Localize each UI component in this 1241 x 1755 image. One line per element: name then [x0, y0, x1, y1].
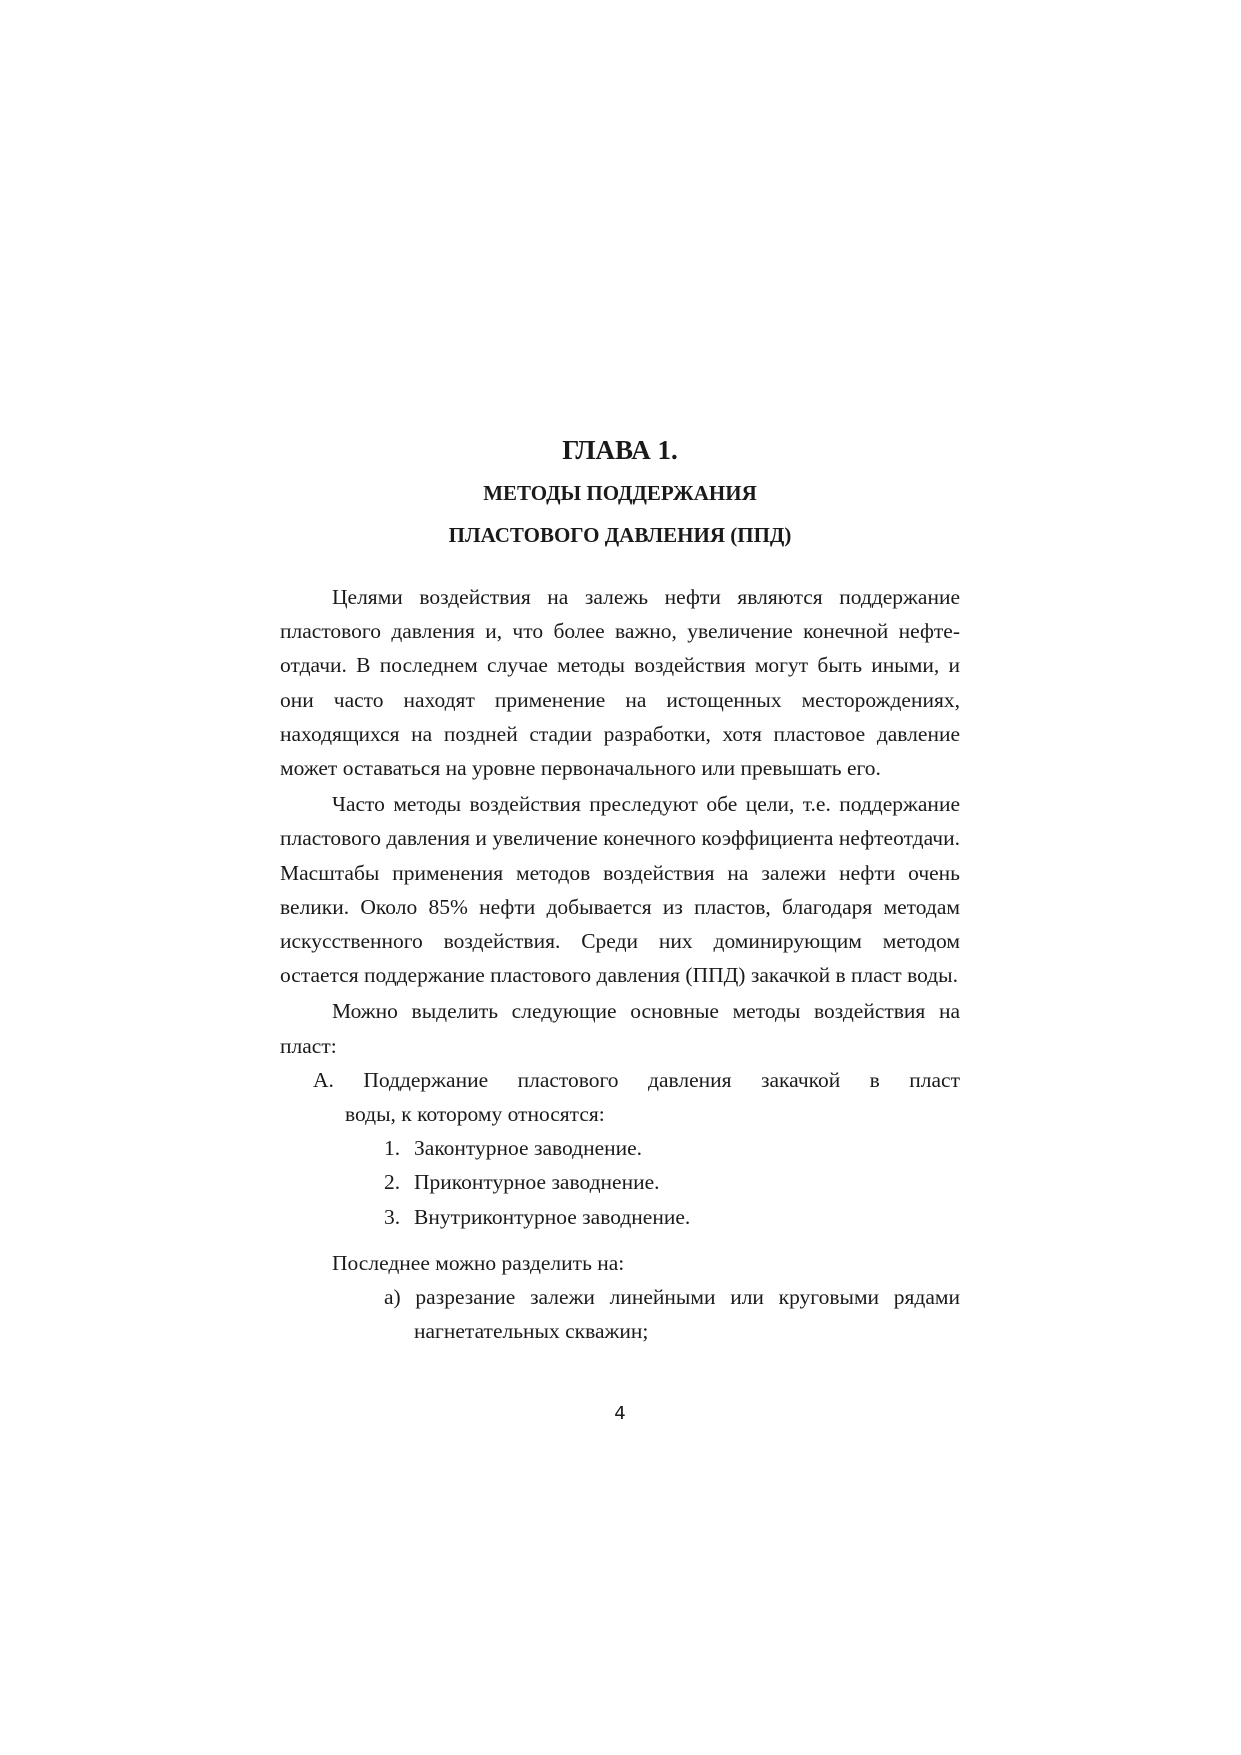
chapter-title-line-1: МЕТОДЫ ПОДДЕРЖАНИЯ — [483, 481, 757, 505]
list-item-a-label: А. — [313, 1067, 334, 1092]
list-item-a — [280, 1063, 960, 1131]
chapter-title-line-2: ПЛАСТОВОГО ДАВЛЕНИЯ (ППД) — [448, 523, 792, 547]
body-text — [280, 580, 960, 1348]
list-item-a-text: Поддержание пластового давления закачкой в пласт — [363, 1067, 960, 1092]
sub-list-item-text: разрезание залежи линейными или круговыми рядами — [415, 1285, 960, 1310]
list-item-number: 3. — [384, 1204, 401, 1229]
chapter-number: ГЛАВА 1. — [562, 435, 678, 465]
list-item-a-line-2: воды, к которому относятся: — [345, 1102, 605, 1127]
list-item-text: Законтурное заводнение. — [414, 1136, 643, 1161]
numbered-list — [280, 1131, 960, 1234]
sub-list-item-line-2: нагнетательных скважин; — [414, 1319, 649, 1344]
paragraph-3: Можно выделить следующие основные методы воздействия на пласт: — [280, 999, 960, 1058]
list-item-text: Приконтурное заводнение. — [414, 1170, 660, 1195]
list-item-number: 1. — [384, 1136, 401, 1161]
list-item — [384, 1200, 960, 1234]
paragraph-2: Часто методы воздействия преследуют обе цели, т.е. поддержание пластового давления и увеличение конечного коэффициента нефтеотдачи. Масштабы применения методов воздействия на залежи нефти очень велики. Около 85% нефти добывается из пластов, благодаря методам искусственного воздействия. Среди них доминирующим методом остается поддержание пластового давления (ППД) закачкой в пласт воды. — [280, 792, 960, 988]
list-item — [384, 1165, 960, 1199]
page-number: 4 — [614, 1403, 626, 1424]
list-item-number: 2. — [384, 1170, 401, 1195]
list-item — [384, 1131, 960, 1165]
sub-list-item-a — [280, 1280, 960, 1348]
paragraph-4: Последнее можно разделить на: — [332, 1250, 625, 1275]
sub-list-item-line-1 — [384, 1280, 960, 1314]
list-item-a-line-1 — [313, 1063, 960, 1097]
list-item-text: Внутриконтурное заводнение. — [414, 1204, 691, 1229]
paragraph-1: Целями воздействия на залежь нефти являются поддержание пластового давления и, что более важно, увеличение конечной нефтеотдачи. В последнем случае методы воздействия могут быть иными, и они часто находят применение на истощенных месторождениях, находящихся на поздней стадии разработки, хотя пластовое давление может оставаться на уровне первоначального или превышать его. — [280, 585, 960, 781]
sub-list-item-label: а) — [384, 1285, 401, 1310]
